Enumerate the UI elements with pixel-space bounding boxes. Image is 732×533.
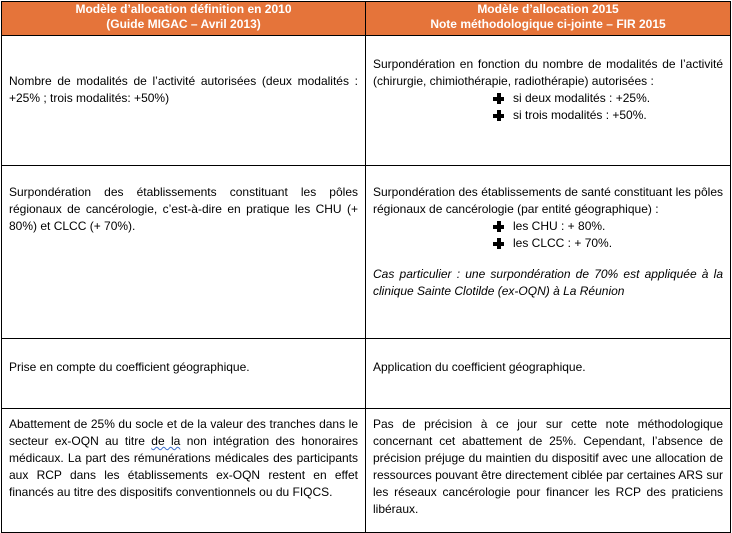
bullet-text: les CLCC : + 70%. — [513, 236, 613, 250]
bullet-text: les CHU : + 80%. — [513, 219, 606, 233]
special-case-text: Cas particulier : une surpondération de 70% est appliquée à la clinique Sainte Clotilde (ex-OQN) à La Réunion — [373, 267, 723, 298]
plus-cross-icon — [493, 93, 504, 104]
spellcheck-marked-text: de la — [151, 434, 181, 448]
bullet-list — [373, 90, 723, 124]
list-item — [493, 218, 723, 235]
header-2015-subtitle: Note méthodologique ci-jointe – FIR 2015 — [430, 17, 666, 31]
header-2010-subtitle: (Guide MIGAC – Avril 2013) — [106, 17, 261, 31]
cell-text — [9, 416, 358, 501]
cell-2015 — [366, 339, 731, 409]
cell-text: Surpondération des établissements constituant les pôles régionaux de cancérologie, c’est-à-dire en pratique les CHU (+ 80%) et CLCC (+ 70%). — [9, 185, 358, 233]
header-2010 — [2, 2, 366, 36]
plus-cross-icon — [493, 238, 504, 249]
table-row — [2, 36, 731, 166]
table-row — [2, 409, 731, 533]
bullet-text: si trois modalités : +50%. — [513, 108, 647, 122]
text-segment: Abattement de 25% du socle et de la valeur des tranches dans le secteur ex-OQN au titre — [9, 417, 358, 448]
list-item — [493, 107, 723, 124]
cell-text: Pas de précision à ce jour sur cette note méthodologique concernant cet abattement de 25%. Cependant, l’absence de précision préjuge du maintien du dispositif avec une allocation de ressources pouvant être directement ciblée par certaines ARS sur les réseaux cancérologie pour financer les RCP des praticiens libéraux. — [373, 417, 723, 516]
text-segment: non intégration des honoraires médicaux. La part des rémunérations médicales des participants aux RCP dans les établissements ex-OQN restent en effet financés au titre des dispositifs conventionnels ou du FIQCS. — [9, 434, 358, 499]
cell-text: Nombre de modalités de l’activité autorisées (deux modalités : +25% ; trois modalités: +50%) — [9, 74, 358, 105]
cell-2010 — [2, 166, 366, 339]
cell-text: Surpondération en fonction du nombre de modalités de l’activité (chirurgie, chimiothérapie, radiothérapie) autorisées : — [373, 57, 723, 88]
list-item — [493, 235, 723, 252]
header-2015-title: Modèle d’allocation 2015 — [477, 2, 619, 16]
comparison-table — [1, 1, 731, 533]
plus-cross-icon — [493, 221, 504, 232]
cell-2010 — [2, 36, 366, 166]
cell-2015 — [366, 36, 731, 166]
plus-cross-icon — [493, 110, 504, 121]
header-2010-title: Modèle d’allocation définition en 2010 — [75, 2, 292, 16]
header-row — [2, 2, 731, 36]
bullet-text: si deux modalités : +25%. — [513, 91, 651, 105]
cell-text: Application du coefficient géographique. — [373, 360, 586, 374]
table-row — [2, 166, 731, 339]
bullet-list — [373, 218, 723, 252]
list-item — [493, 90, 723, 107]
cell-2015 — [366, 409, 731, 533]
cell-text: Surpondération des établissements de santé constituant les pôles régionaux de cancérologie (par entité géographique) : — [373, 185, 723, 216]
cell-2010 — [2, 339, 366, 409]
cell-2010 — [2, 409, 366, 533]
special-case-note — [373, 266, 723, 300]
header-2015 — [366, 2, 731, 36]
cell-2015 — [366, 166, 731, 339]
cell-text: Prise en compte du coefficient géographique. — [9, 360, 250, 374]
table-row — [2, 339, 731, 409]
